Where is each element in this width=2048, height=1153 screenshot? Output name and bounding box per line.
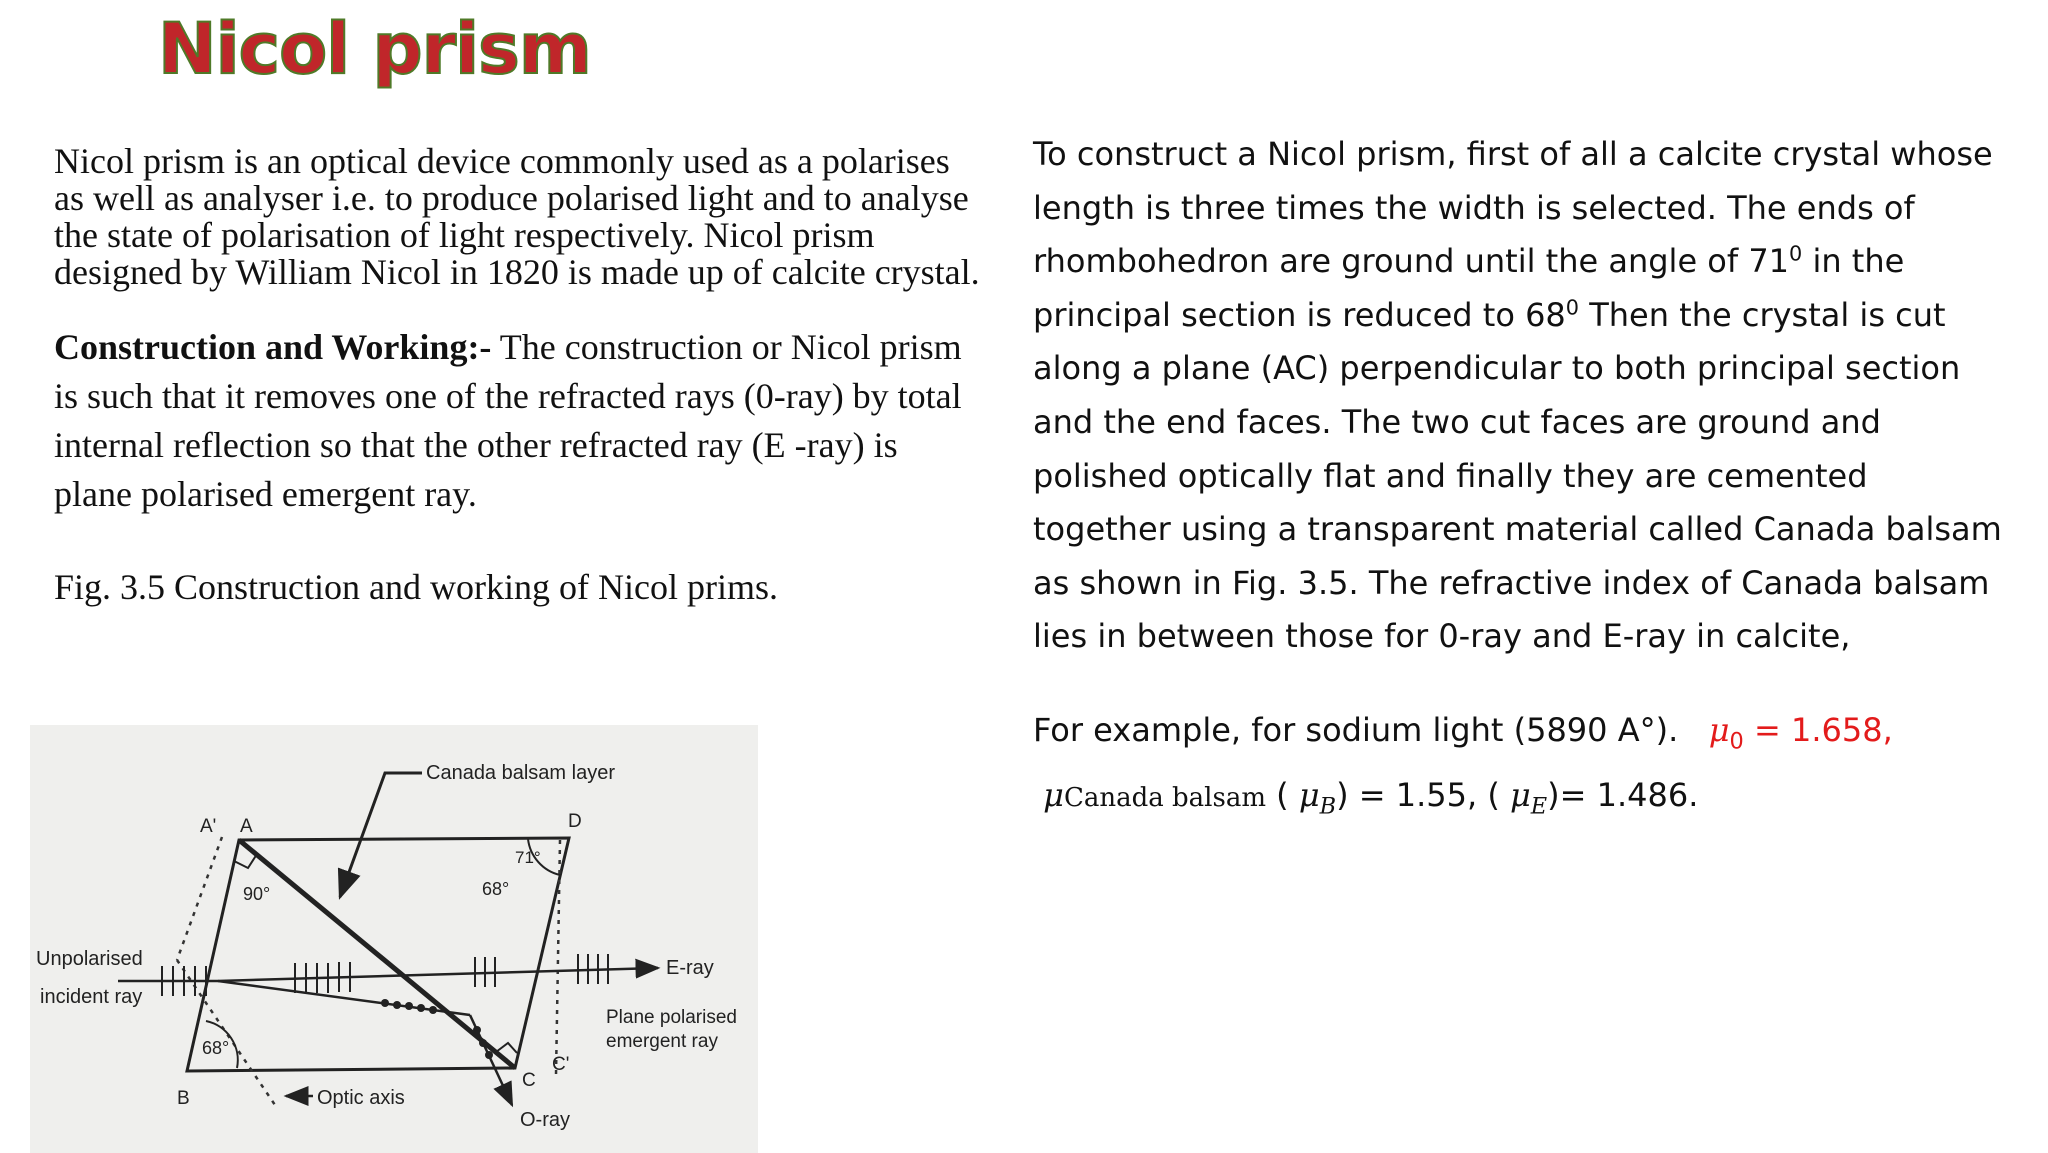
- point-c-prime-label: C': [552, 1054, 570, 1075]
- degree-superscript-2: 0: [1565, 295, 1580, 320]
- o-ray-label: O-ray: [520, 1109, 570, 1131]
- degree-superscript-1: 0: [1789, 241, 1803, 266]
- nicol-prism-figure: [30, 725, 758, 1153]
- mu-b-value: ) = 1.55, (: [1336, 775, 1510, 814]
- mu-symbol: μ: [1298, 775, 1320, 814]
- optic-axis-label: Optic axis: [317, 1087, 405, 1109]
- canada-balsam-cut: [239, 840, 515, 1068]
- mu-e-subscript: E: [1530, 793, 1548, 820]
- construction-paragraph: [54, 323, 984, 519]
- point-b-label: B: [177, 1088, 190, 1109]
- construction-description: [1033, 128, 2013, 664]
- point-a-prime-label: A': [200, 816, 217, 837]
- mu-o-value: = 1.658,: [1743, 710, 1893, 749]
- unpolarised-label: Unpolarised: [36, 948, 143, 970]
- description-part-1: To construct a Nicol prism, first of all a calcite crystal whose length is three times the width is selected. The ends of rhombohedron are ground until the angle of 71: [1033, 135, 1993, 281]
- mu-e-value: )= 1.486.: [1547, 775, 1699, 814]
- description-part-2: in the principal section is reduced to 68: [1033, 242, 1905, 334]
- point-d-label: D: [568, 811, 582, 832]
- left-column: [54, 143, 984, 607]
- construction-text: The construction or Nicol prism is such that it removes one of the refracted rays (0-ray) by total internal reflection so that the other refracted ray (E -ray) is plane polarised emergent ray.: [54, 327, 962, 514]
- right-column: [1033, 128, 2013, 834]
- canada-balsam-label: Canada balsam layer: [426, 762, 615, 784]
- canada-balsam-subscript: Canada balsam: [1063, 782, 1266, 813]
- construction-heading: Construction and Working:-: [54, 327, 492, 367]
- mu-o-subscript: 0: [1729, 728, 1744, 755]
- mu-symbol: μ: [1708, 710, 1730, 749]
- intro-paragraph: Nicol prism is an optical device commonly used as a polarises as well as analyser i.e. to produce polarised light and to analyse the state of polarisation of light respectively. Nicol prism designed by William Nicol in 1820 is made up of calcite crystal.: [54, 141, 980, 292]
- description-part-3: Then the crystal is cut along a plane (AC) perpendicular to both principal section and the end faces. The two cut faces are ground and polished optically flat and finally they are cemented together using a transparent material called Canada balsam as shown in Fig. 3.5. The refractive index of Canada balsam lies in between those for 0-ray and E-ray in calcite,: [1033, 295, 2002, 656]
- page-title: Nicol prism: [158, 8, 591, 90]
- figure-caption: Fig. 3.5 Construction and working of Nicol prims.: [54, 567, 778, 607]
- mu-symbol: μ: [1509, 775, 1531, 814]
- right-angle-marker: [496, 1043, 517, 1053]
- nicol-prism-diagram: [30, 725, 758, 1153]
- angle-68-top-label: 68°: [482, 879, 510, 899]
- point-a-label: A: [240, 816, 253, 837]
- mu-o-expression: [1708, 710, 1893, 755]
- plane-polarised-label: Plane polarised: [606, 1007, 737, 1028]
- angle-68-bottom-label: 68°: [202, 1038, 230, 1058]
- angle-71-label: 71°: [515, 848, 541, 867]
- angle-90-label: 90°: [243, 884, 271, 904]
- o-ray-dots: [381, 999, 493, 1059]
- canada-balsam-pointer: [340, 773, 422, 897]
- mu-symbol: μ: [1043, 775, 1064, 814]
- paren-open: (: [1265, 775, 1299, 814]
- right-angle-marker: [234, 854, 257, 868]
- incident-ray-label: incident ray: [40, 986, 143, 1008]
- point-c-label: C: [522, 1070, 536, 1091]
- example-lead: For example, for sodium light (5890 A°).: [1033, 710, 1679, 749]
- e-ray-path: [218, 968, 658, 981]
- example-paragraph: [1033, 704, 2013, 834]
- e-ray-label: E-ray: [666, 957, 714, 979]
- mu-b-subscript: B: [1319, 793, 1337, 820]
- emergent-ray-label: emergent ray: [606, 1031, 718, 1052]
